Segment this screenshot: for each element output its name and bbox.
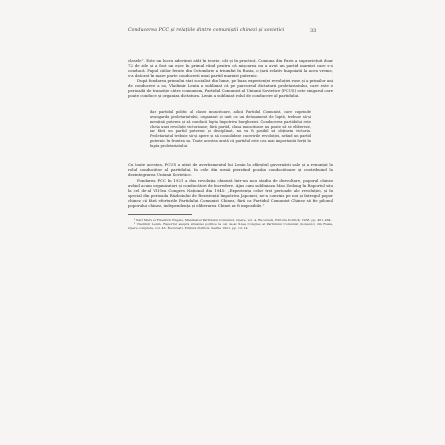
page-number: 33 (310, 28, 317, 34)
block-quote (128, 110, 333, 148)
footnote: ² Vladimir Lenin, Raportul asupra situației politice la cel de-al X-lea Congres al Partidului Comunist (bolșevic) din Rusia, Opere complete, vol. 43, București, Editura Politică, martie 1921, pp. 12–14. (128, 221, 333, 230)
page-header (0, 28, 445, 40)
paragraph: Cu toate acestea, PCUS a uitat de avertismentul lui Lenin la sfârșitul guvernării sale și a renunțat la rolul conducător al partidului, în cele din urmă pierzând poziția conducătoare și contribuind la dezintegrarea Uniunii Sovietice. (128, 162, 333, 178)
paragraph: Fondarea PCC în 1921 a dus revoluția chineză într-un nou stadiu de dezvoltare, poporul chinez având acum organizatori și conducători de încredere. Ajns cum subliniaza Mao Zedong în Raportul său la cel de-al VII-lea Congres Național din 1945: „Experiența celor trei perioade ale revoluției, și în special din perioada Războiului de Rezistență împotriva Japoniei, ne-a convins pe noi și întregul popor chinez că fără eforturile Partidului Comunist Chinez, fără ca Partidul Comunist Chinez să fie pilonul poporului chinez, independența și eliberarea Chinei ar fi imposibile.” (128, 177, 333, 208)
running-title: Conducerea PCC și relațiile dintre comuniștii chinezi și sovietici (128, 28, 285, 33)
paragraph: După fondarea primului stat socialist din lume, pe baza experienței revoluției ruse și a primilor ani de conducere a sa, Vladimir Lenin a subliniat că pe parcursul dictaturii proletariatului, care este o perioadă de tranziție către comunism, Partidul Comunist al Uniunii Sovietice (PCUS) este singurul care poate conduce și organiza dictatura. Lenin a subliniat rolul de conducere al partidului. (128, 78, 333, 99)
quote-text: dar partidul politic al clasei muncitoare, adică Partidul Comunist, care cuprinde avangarda proletariatului, organizat și unit ca un detașament de luptă, trebuie să-și mențină puterea și să conducă lupta împotriva burgheziei. Conducerea partidului este cheia unei revoluții victorioase; fără partid, clasa muncitoare nu poate să se elibereze, iar fără un partid puternic și disciplinat, nu va fi posibil să obținem victoria. Proletariatul trebuie să-și apere și să consolideze cuceririle revoluției, având un partid puternic în fruntea sa. Toate acestea arată că partidul este cea mai importantă forță în lupta proletariatului. (150, 110, 311, 148)
footnote: ¹ Karl Marx și Friedrich Engels, Manifestul Partidului Comunist, Opere, vol. 4, București, Editura Politică, 1958, pp. 461–464. (134, 217, 332, 222)
paragraph: clasele”. Este un lucru adevărat atât în teorie, cât și în practică. Comuna din Paris a supraviețuit doar 72 de zile și a fost un eșec în primul rând pentru că mișcarea nu a avut un partid marxist care s-o conducă. Papul căilor ferate din Octombrie a triumfat în Rusia, o țară relativ înapoiată la acea vreme, s-a datorat în mare parte conducerii unui partid marxist puternic. (128, 58, 333, 79)
footnotes (128, 214, 333, 230)
footnote-divider (128, 214, 192, 215)
body-text (128, 58, 333, 230)
